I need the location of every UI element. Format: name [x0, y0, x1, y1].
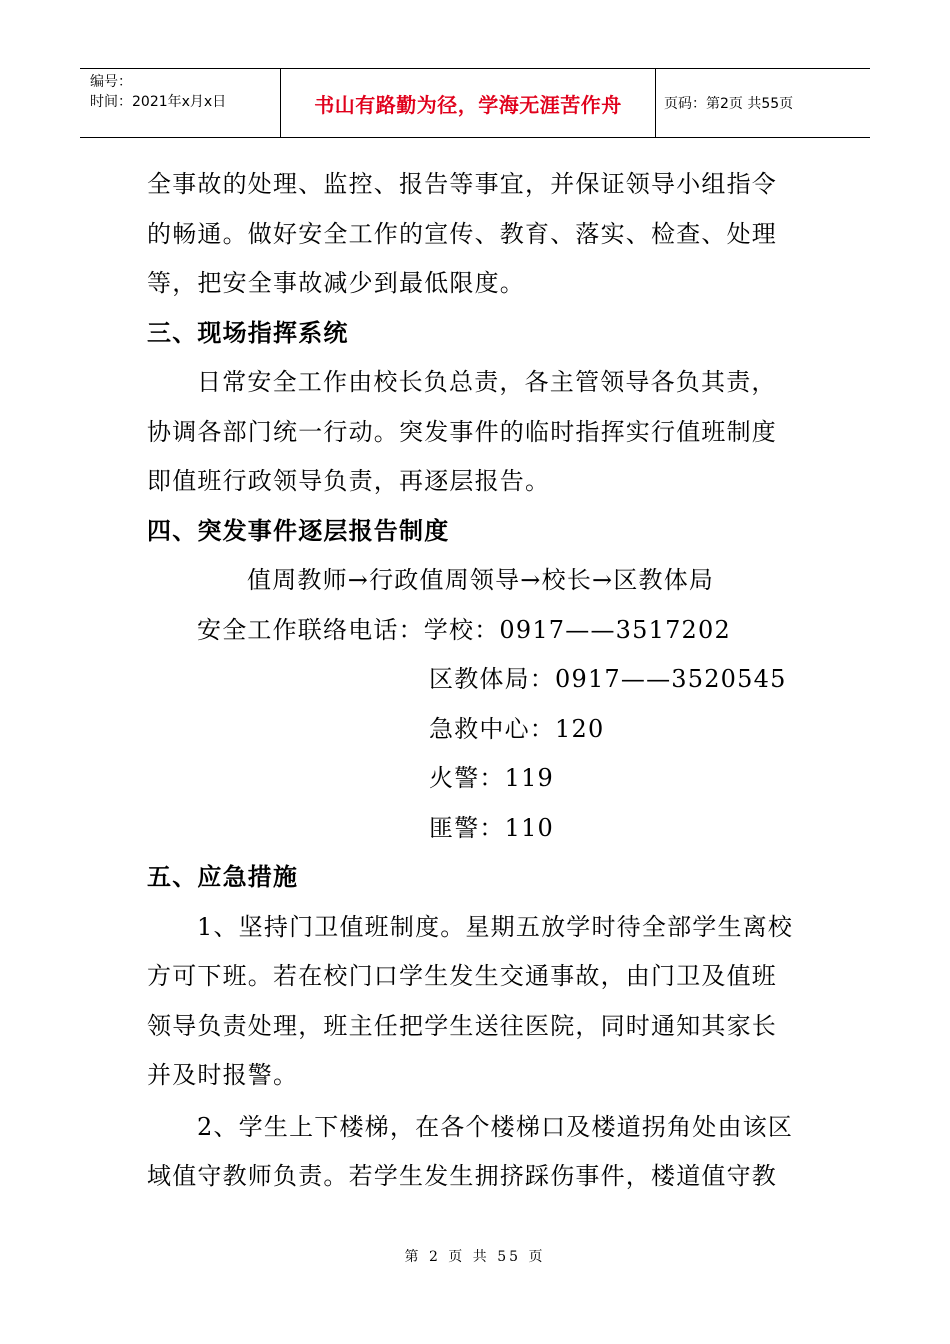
body-line: 等，把安全事故减少到最低限度。 [147, 269, 525, 297]
body-line: 并及时报警。 [147, 1061, 299, 1089]
header-motto-cell [280, 69, 656, 137]
report-flow: 值周教师→行政值周领导→校长→区教体局 [247, 566, 715, 594]
body-line: 2、学生上下楼梯，在各个楼梯口及楼道拐角处由该区 [197, 1112, 794, 1141]
phone-line: 匪警：110 [429, 813, 555, 842]
section-heading-4: 四、突发事件逐层报告制度 [147, 516, 450, 545]
page-footer: 第 2 页 共 55 页 [404, 1249, 546, 1265]
page-header [80, 68, 870, 138]
header-meta [80, 69, 280, 137]
phone-line: 火警：119 [429, 764, 555, 792]
body-line: 领导负责处理，班主任把学生送往医院，同时通知其家长 [147, 1011, 777, 1040]
document-body [147, 160, 807, 1202]
body-line: 协调各部门统一行动。突发事件的临时指挥实行值班制度 [147, 417, 777, 446]
section-heading-3: 三、现场指挥系统 [147, 318, 349, 347]
phone-line: 区教体局：0917——3520545 [429, 665, 787, 693]
page-info-text: 页码：第2页 共55页 [664, 96, 794, 112]
body-line: 1、坚持门卫值班制度。星期五放学时待全部学生离校 [197, 912, 794, 941]
body-line: 的畅通。做好安全工作的宣传、教育、落实、检查、处理 [147, 219, 777, 248]
body-line: 即值班行政领导负责，再逐层报告。 [147, 467, 551, 495]
phone-line: 安全工作联络电话：学校：0917——3517202 [197, 615, 731, 644]
time-label: 时间：2021年x月x日 [90, 94, 227, 110]
body-line: 全事故的处理、监控、报告等事宜，并保证领导小组指令 [147, 170, 777, 198]
section-heading-5: 五、应急措施 [147, 863, 299, 891]
body-line: 日常安全工作由校长负总责，各主管领导各负其责， [197, 368, 777, 396]
number-label: 编号： [90, 74, 132, 90]
body-line: 域值守教师负责。若学生发生拥挤踩伤事件，楼道值守教 [147, 1162, 777, 1190]
motto-text: 书山有路勤为径，学海无涯苦作舟 [314, 92, 622, 117]
phone-line: 急救中心：120 [429, 714, 605, 743]
header-page-info [656, 69, 870, 137]
body-line: 方可下班。若在校门口学生发生交通事故，由门卫及值班 [147, 962, 777, 990]
